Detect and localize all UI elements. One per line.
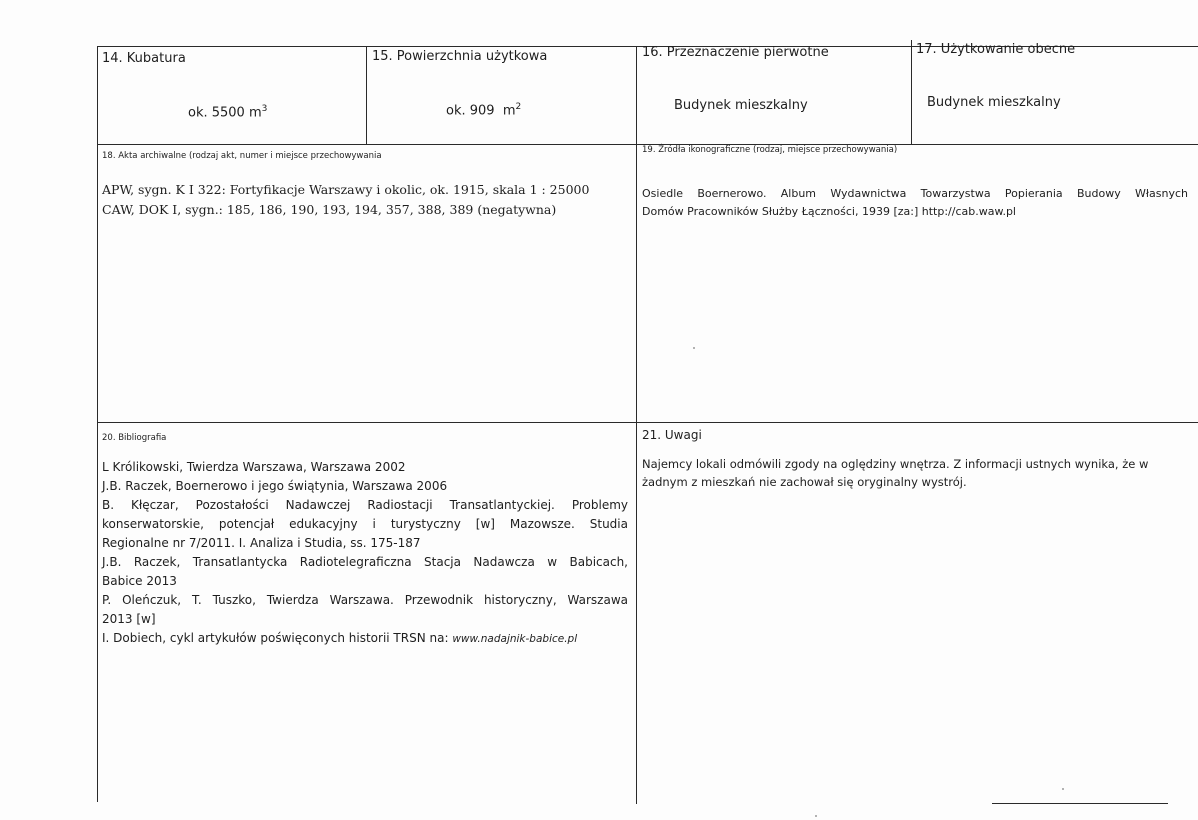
cell-18-label: 18. Akta archiwalne (rodzaj akt, numer i miejsce przechowywania [102,151,382,161]
scan-speck [815,815,817,817]
cell-19-content [642,185,1188,221]
bibliography-entry: konserwatorskie, potencjał edukacyjny i turystyczny [w] Mazowsze. Studia [102,517,628,531]
bibliography-entry: B. Kłęczar, Pozostałości Nadawczej Radiostacji Transatlantyckiej. Problemy [102,498,628,512]
cell-14-value-text: ok. 5500 m [188,105,262,121]
scan-speck [1062,788,1064,790]
cell-15-value-text: ok. 909 m [446,103,516,119]
cell-18-line: APW, sygn. K I 322: Fortyfikacje Warszawy i okolic, ok. 1915, skala 1 : 25000 [102,182,590,197]
bibliography-link: www.nadajnik-babice.pl [452,633,578,645]
bibliography-entry: Babice 2013 [102,574,177,588]
cell-14-value-sup: 3 [261,104,268,114]
row-divider-2 [97,422,1198,423]
column-divider-16-17 [911,40,912,144]
cell-15-value-sup: 2 [515,102,522,112]
cell-16-label: 16. Przeznaczenie pierwotne [642,45,829,60]
cell-18-content [102,180,589,220]
cell-14-label: 14. Kubatura [102,51,186,66]
column-divider-14-15 [366,46,367,144]
scan-speck [693,347,695,349]
table-left-border [97,46,98,802]
cell-17-label: 17. Użytkowanie obecne [916,42,1076,57]
bibliography-entry: P. Oleńczuk, T. Tuszko, Twierdza Warszawa. Przewodnik historyczny, Warszawa [102,593,628,607]
bibliography-entry-text: I. Dobiech, cykl artykułów poświęconych historii TRSN na: [102,631,453,645]
cell-18-line: CAW, DOK I, sygn.: 185, 186, 190, 193, 194, 357, 388, 389 (negatywna) [102,202,557,217]
cell-19-label: 19. Źródła ikonograficzne (rodzaj, miejsce przechowywania) [642,145,898,155]
cell-20-content [102,458,628,649]
cell-21-line: żadnym z mieszkań nie zachował się oryginalny wystrój. [642,475,967,489]
bibliography-entry: 2013 [w] [102,612,156,626]
cell-15-label: 15. Powierzchnia użytkowa [372,49,548,64]
cell-15-value [446,102,521,118]
cell-21-content [642,455,1148,491]
bibliography-entry: Regionalne nr 7/2011. I. Analiza i Studia, ss. 175-187 [102,536,421,550]
bibliography-entry [102,629,628,649]
bibliography-entry: J.B. Raczek, Boernerowo i jego świątynia, Warszawa 2006 [102,479,448,493]
cell-17-value: Budynek mieszkalny [927,95,1061,110]
cell-19-line: Domów Pracowników Służby Łączności, 1939 [za:] http://cab.waw.pl [642,205,1016,218]
bibliography-entry: J.B. Raczek, Transatlantycka Radiotelegraficzna Stacja Nadawcza w Babicach, [102,555,628,569]
cell-21-label: 21. Uwagi [642,428,702,442]
column-divider-middle [636,46,637,804]
bottom-rule-right [992,803,1168,804]
cell-19-line: Osiedle Boernerowo. Album Wydawnictwa Towarzystwa Popierania Budowy Własnych [642,187,1188,200]
cell-16-value: Budynek mieszkalny [674,98,808,113]
bibliography-entry: L Królikowski, Twierdza Warszawa, Warszawa 2002 [102,460,406,474]
cell-21-line: Najemcy lokali odmówili zgody na oględziny wnętrza. Z informacji ustnych wynika, że w [642,457,1149,471]
cell-14-value [188,104,267,120]
cell-20-label: 20. Bibliografia [102,433,167,443]
